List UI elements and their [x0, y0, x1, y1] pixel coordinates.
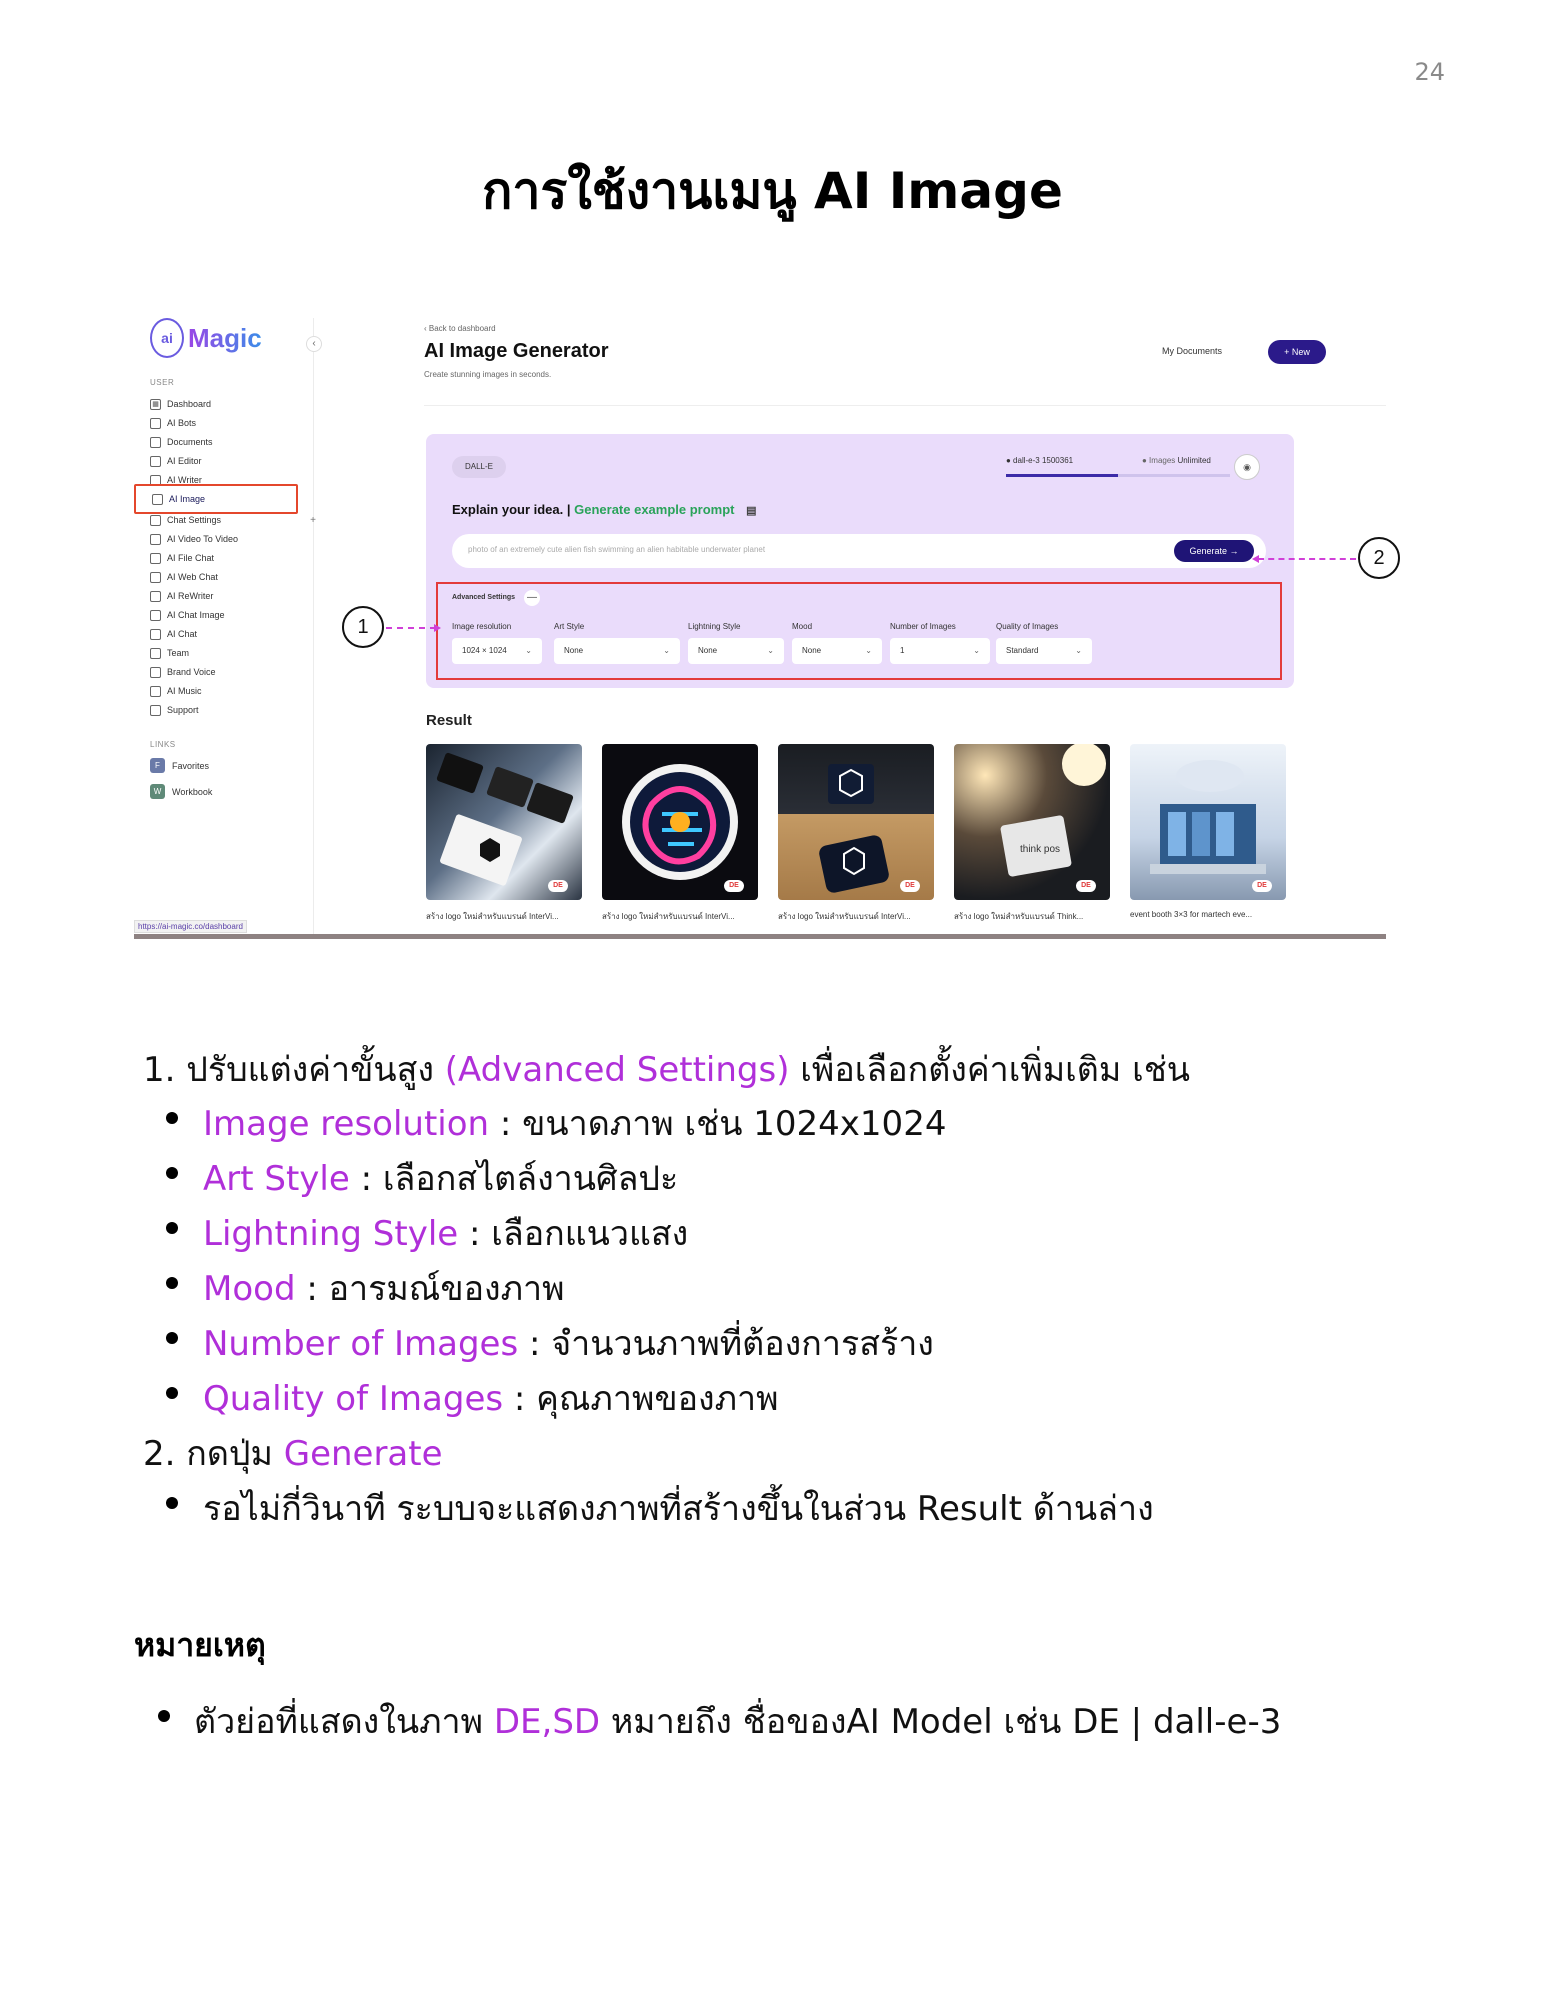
bullet-desc: : ขนาดภาพ เช่น 1024x1024: [489, 1104, 947, 1144]
sidebar-item-team[interactable]: [150, 645, 350, 661]
result-title: Result: [426, 712, 472, 729]
bullet-image-resolution: [203, 1096, 946, 1150]
sidebar-item-dashboard[interactable]: [150, 396, 350, 412]
logo[interactable]: [150, 318, 262, 358]
generator-subtitle: Create stunning images in seconds.: [424, 370, 552, 379]
grid-icon: ▦: [150, 399, 161, 410]
step-1-suffix: เพื่อเลือกตั้งค่าเพิ่มเติม เช่น: [789, 1050, 1191, 1090]
select-value: 1024 × 1024: [462, 646, 507, 655]
sidebar-item-label: Chat Settings: [167, 515, 222, 525]
collapse-sidebar-button[interactable]: ‹: [306, 336, 322, 352]
image-resolution-select[interactable]: [452, 638, 542, 664]
bullet-term: Number of Images: [203, 1324, 519, 1364]
generator-title: AI Image Generator: [424, 340, 609, 362]
sidebar-item-chat-settings[interactable]: [150, 512, 350, 528]
generate-example-prompt-link[interactable]: Generate example prompt: [574, 502, 735, 517]
step-2-highlight: Generate: [283, 1434, 443, 1474]
bullet-art-style: [203, 1151, 678, 1205]
app-screenshot: [134, 318, 1386, 938]
plus-icon[interactable]: +: [310, 514, 316, 526]
result-caption: event booth 3×3 for martech eve...: [1130, 910, 1253, 919]
sidebar-item-support[interactable]: [150, 702, 350, 718]
chevron-down-icon: ⌄: [973, 646, 980, 655]
sidebar-item-brand-voice[interactable]: [150, 664, 350, 680]
my-documents-button[interactable]: My Documents: [1162, 346, 1223, 356]
advanced-settings-label: Advanced Settings: [452, 594, 516, 601]
chat-icon: [150, 418, 161, 429]
bullet-quality-of-images: [203, 1371, 779, 1425]
doc-icon: [150, 456, 161, 467]
user-section-label: USER: [150, 378, 175, 387]
chevron-down-icon: ⌄: [1075, 646, 1082, 655]
number-of-images-select[interactable]: [890, 638, 990, 664]
workbook-badge: W: [150, 784, 165, 799]
quality-of-images-label: Quality of Images: [996, 622, 1059, 631]
logo-cards-illustration: [426, 744, 582, 900]
bullet: [166, 1222, 178, 1234]
support-icon: [150, 705, 161, 716]
page-number: 24: [1414, 58, 1445, 86]
sidebar-item-label: AI File Chat: [167, 553, 215, 563]
lightning-style-label: Lightning Style: [688, 622, 741, 631]
result-image[interactable]: [426, 744, 582, 900]
callout-2-arrow: [1252, 555, 1259, 563]
sidebar-item-ai-bots[interactable]: [150, 415, 350, 431]
step-1: [143, 1042, 1190, 1096]
note-suffix: หมายถึง ชื่อของAI Model เช่น DE | dall-e-3: [600, 1702, 1282, 1742]
sidebar-item-ai-chat[interactable]: [150, 626, 350, 642]
select-value: 1: [900, 646, 905, 655]
select-value: None: [698, 646, 718, 655]
step-1-highlight: (Advanced Settings): [444, 1050, 790, 1090]
sidebar-item-ai-video[interactable]: [150, 531, 350, 547]
back-to-dashboard-link[interactable]: ‹ Back to dashboard: [424, 324, 496, 333]
sidebar-item-ai-rewriter[interactable]: [150, 588, 350, 604]
sidebar-item-label: AI Chat Image: [167, 610, 225, 620]
note-highlight: DE,SD: [493, 1702, 601, 1742]
generate-button[interactable]: Generate →: [1174, 540, 1254, 562]
result-caption: สร้าง logo ใหม่สำหรับแบรนด์ InterVi...: [602, 912, 735, 921]
link-label: Favorites: [172, 760, 210, 771]
art-style-select[interactable]: [554, 638, 680, 664]
sidebar-item-label: AI ReWriter: [167, 591, 214, 601]
thinkpos-card-text: think pos: [1020, 844, 1061, 855]
chat-icon: [150, 515, 161, 526]
bullet-mood: [203, 1261, 565, 1315]
bullet: [166, 1277, 178, 1289]
sidebar-item-ai-image[interactable]: [134, 484, 298, 514]
step-2: [143, 1426, 443, 1480]
prompt-input[interactable]: [452, 534, 1266, 568]
sidebar-item-label: AI Music: [167, 686, 202, 696]
credit-progress-track: [1118, 474, 1230, 477]
sidebar-item-label: Documents: [167, 437, 213, 447]
link-favorites[interactable]: [150, 758, 209, 773]
chevron-down-icon: ⌄: [865, 646, 872, 655]
user-icon: [150, 648, 161, 659]
favorites-badge: F: [150, 758, 165, 773]
link-label: Workbook: [172, 786, 213, 797]
links-section-label: LINKS: [150, 740, 176, 749]
pen-icon: [150, 591, 161, 602]
sidebar-item-label: Team: [167, 648, 190, 658]
eye-icon[interactable]: ◉: [1234, 454, 1260, 480]
images-value: Unlimited: [1177, 456, 1211, 465]
bullet-term: Lightning Style: [203, 1214, 459, 1254]
images-info: [1142, 456, 1211, 465]
step-2-bullet: รอไม่กี่วินาที ระบบจะแสดงภาพที่สร้างขึ้นในส่วน Result ด้านล่าง: [203, 1489, 1154, 1529]
quality-of-images-select[interactable]: [996, 638, 1092, 664]
archive-icon: [150, 437, 161, 448]
note-text: [194, 1694, 1281, 1748]
explain-text: Explain your idea. |: [452, 502, 575, 517]
callout-2: 2: [1358, 537, 1400, 579]
sidebar-item-ai-file-chat[interactable]: [150, 550, 350, 566]
sidebar-item-label: AI Video To Video: [167, 534, 239, 544]
art-style-label: Art Style: [554, 622, 585, 631]
select-value: None: [564, 646, 584, 655]
note-heading: หมายเหตุ: [134, 1626, 266, 1664]
select-value: None: [802, 646, 822, 655]
callout-1-line: [386, 627, 436, 629]
image-icon: [152, 494, 163, 505]
credit-progress: [1006, 474, 1118, 477]
bullet: [166, 1332, 178, 1344]
callout-1-arrow: [434, 624, 441, 632]
link-workbook[interactable]: [150, 784, 212, 799]
sidebar-item-label: Brand Voice: [167, 667, 216, 677]
explain-label: [452, 502, 757, 517]
logo-text: Magic: [188, 322, 262, 353]
sidebar-item-label: AI Writer: [167, 475, 202, 485]
sidebar-item-label: AI Bots: [167, 418, 197, 428]
chevron-down-icon: ⌄: [663, 646, 670, 655]
sidebar-item-ai-editor[interactable]: [150, 453, 350, 469]
bullet-lightning-style: [203, 1206, 688, 1260]
new-button[interactable]: + New: [1268, 340, 1326, 364]
model-tab-dalle[interactable]: DALL-E: [452, 456, 506, 478]
sidebar-item-label: AI Web Chat: [167, 572, 218, 582]
bullet-desc: : เลือกแนวแสง: [458, 1214, 689, 1254]
image-resolution-label: Image resolution: [452, 622, 512, 631]
bullet-term: Mood: [203, 1269, 296, 1309]
advanced-settings-box: [436, 582, 1282, 680]
logo-mark: ai: [150, 318, 184, 358]
bullet-term: Art Style: [203, 1159, 350, 1199]
lightning-style-select[interactable]: [688, 638, 784, 664]
model-badge: DE: [900, 880, 920, 892]
chevron-down-icon: ⌄: [525, 646, 532, 655]
chevron-down-icon: ⌄: [767, 646, 774, 655]
bullet: [158, 1710, 170, 1722]
book-icon: [150, 667, 161, 678]
result-image[interactable]: [954, 744, 1110, 900]
sidebar: [134, 318, 314, 934]
sidebar-item-ai-music[interactable]: [150, 683, 350, 699]
result-caption: สร้าง logo ใหม่สำหรับแบรนด์ Think...: [954, 912, 1084, 921]
globe-icon: [150, 572, 161, 583]
model-badge: DE: [548, 880, 568, 892]
callout-1: 1: [342, 606, 384, 648]
sidebar-item-ai-web-chat[interactable]: [150, 569, 350, 585]
event-booth-illustration: [1130, 744, 1286, 900]
bullet-desc: : อารมณ์ของภาพ: [295, 1269, 565, 1309]
bullet-term: Quality of Images: [203, 1379, 504, 1419]
result-image[interactable]: [1130, 744, 1286, 900]
result-image[interactable]: [778, 744, 934, 900]
mood-select[interactable]: [792, 638, 882, 664]
result-image[interactable]: [602, 744, 758, 900]
image-icon: [150, 610, 161, 621]
sidebar-item-label: AI Chat: [167, 629, 198, 639]
sidebar-item-label: AI Editor: [167, 456, 202, 466]
circuit-brain-illustration: [602, 744, 758, 900]
chat-icon: [150, 629, 161, 640]
step-2-prefix: 2. กดปุ่ม: [143, 1434, 284, 1474]
model-badge: DE: [1076, 880, 1096, 892]
bullet: [166, 1167, 178, 1179]
file-icon: [150, 553, 161, 564]
bullet-desc: : จำนวนภาพที่ต้องการสร้าง: [518, 1324, 934, 1364]
bullet: [166, 1497, 178, 1509]
sidebar-item-ai-chat-image[interactable]: [150, 607, 350, 623]
sidebar-item-label: Support: [167, 705, 199, 715]
music-icon: [150, 686, 161, 697]
thinkpos-card-illustration: [954, 744, 1110, 900]
list-icon[interactable]: ▤: [746, 505, 757, 517]
result-caption: สร้าง logo ใหม่สำหรับแบรนด์ InterVi...: [778, 912, 911, 921]
result-caption: สร้าง logo ใหม่สำหรับแบรนด์ InterVi...: [426, 912, 559, 921]
bullet-number-of-images: [203, 1316, 934, 1370]
model-badge: DE: [724, 880, 744, 892]
number-of-images-label: Number of Images: [890, 622, 956, 631]
bullet-desc: : คุณภาพของภาพ: [503, 1379, 779, 1419]
screenshot-divider: [134, 934, 1386, 939]
sidebar-item-label: AI Image: [169, 494, 206, 504]
status-bar-url: https://ai-magic.co/dashboard: [134, 920, 247, 933]
page-header: [424, 318, 1386, 406]
sidebar-item-documents[interactable]: [150, 434, 350, 450]
bullet-desc: : เลือกสไตล์งานศิลปะ: [349, 1159, 679, 1199]
images-label: ● Images: [1142, 456, 1176, 465]
generator-panel: [426, 434, 1294, 688]
credit-info: ● dall-e-3 1500361: [1006, 456, 1074, 465]
model-badge: DE: [1252, 880, 1272, 892]
desk-logo-illustration: [778, 744, 934, 900]
bullet-term: Image resolution: [203, 1104, 490, 1144]
bullet: [166, 1112, 178, 1124]
note-prefix: ตัวย่อที่แสดงในภาพ: [194, 1702, 494, 1742]
page-title: การใช้งานเมนู AI Image: [482, 162, 1063, 220]
prompt-placeholder: photo of an extremely cute alien fish swimming an alien habitable underwater planet: [468, 545, 766, 554]
callout-2-line: [1258, 558, 1356, 560]
advanced-settings-toggle[interactable]: —: [524, 590, 540, 606]
video-icon: [150, 534, 161, 545]
select-value: Standard: [1006, 646, 1039, 655]
bullet: [166, 1387, 178, 1399]
mood-label: Mood: [792, 622, 813, 631]
step-1-prefix: 1. ปรับแต่งค่าขั้นสูง: [143, 1050, 445, 1090]
sidebar-item-label: Dashboard: [167, 399, 212, 409]
